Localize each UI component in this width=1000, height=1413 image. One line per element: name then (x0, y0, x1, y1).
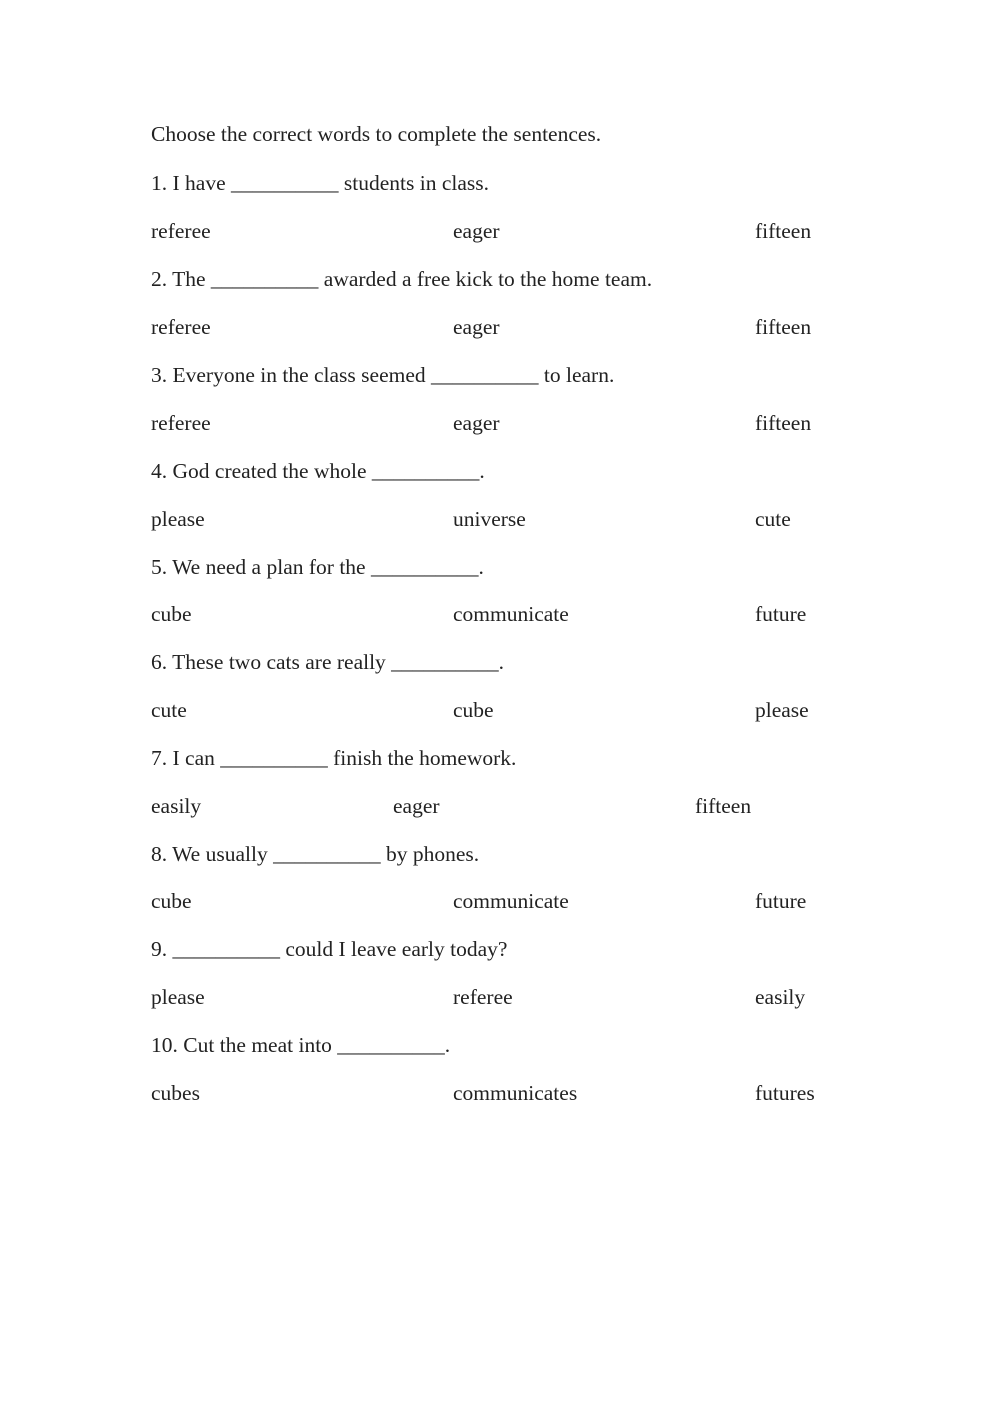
answer-option[interactable]: referee (453, 985, 513, 1009)
question-sentence: 7. I can __________ finish the homework. (151, 746, 517, 770)
question-sentence: 2. The __________ awarded a free kick to the home team. (151, 267, 653, 291)
answer-option[interactable]: fifteen (755, 411, 812, 435)
answer-option[interactable]: cute (151, 698, 187, 722)
answer-option[interactable]: cube (151, 889, 192, 913)
instructions: Choose the correct words to complete the sentences. (151, 122, 602, 146)
answer-option[interactable]: eager (453, 411, 500, 435)
answer-option[interactable]: please (151, 985, 205, 1009)
answer-option[interactable]: eager (393, 794, 440, 818)
answer-option[interactable]: cube (453, 698, 494, 722)
answer-option[interactable]: fifteen (695, 794, 752, 818)
question-sentence: 5. We need a plan for the __________. (151, 555, 484, 579)
answer-option[interactable]: communicate (453, 889, 569, 913)
answer-option[interactable]: cute (755, 507, 791, 531)
question-sentence: 9. __________ could I leave early today? (151, 937, 508, 961)
answer-option[interactable]: please (151, 507, 205, 531)
answer-option[interactable]: please (755, 698, 809, 722)
answer-option[interactable]: referee (151, 411, 211, 435)
answer-option[interactable]: cube (151, 602, 192, 626)
answer-option[interactable]: referee (151, 219, 211, 243)
question-sentence: 4. God created the whole __________. (151, 459, 485, 483)
answer-option[interactable]: futures (755, 1081, 815, 1105)
question-sentence: 3. Everyone in the class seemed __________ to learn. (151, 363, 615, 387)
answer-option[interactable]: cubes (151, 1081, 200, 1105)
question-sentence: 8. We usually __________ by phones. (151, 842, 480, 866)
answer-option[interactable]: eager (453, 315, 500, 339)
answer-option[interactable]: universe (453, 507, 526, 531)
answer-option[interactable]: eager (453, 219, 500, 243)
question-sentence: 10. Cut the meat into __________. (151, 1033, 451, 1057)
answer-option[interactable]: future (755, 889, 807, 913)
answer-option[interactable]: referee (151, 315, 211, 339)
question-sentence: 1. I have __________ students in class. (151, 171, 489, 195)
answer-option[interactable]: fifteen (755, 315, 812, 339)
answer-option[interactable]: future (755, 602, 807, 626)
answer-option[interactable]: easily (755, 985, 806, 1009)
question-sentence: 6. These two cats are really __________. (151, 650, 505, 674)
answer-option[interactable]: communicates (453, 1081, 578, 1105)
answer-option[interactable]: easily (151, 794, 202, 818)
answer-option[interactable]: communicate (453, 602, 569, 626)
answer-option[interactable]: fifteen (755, 219, 812, 243)
